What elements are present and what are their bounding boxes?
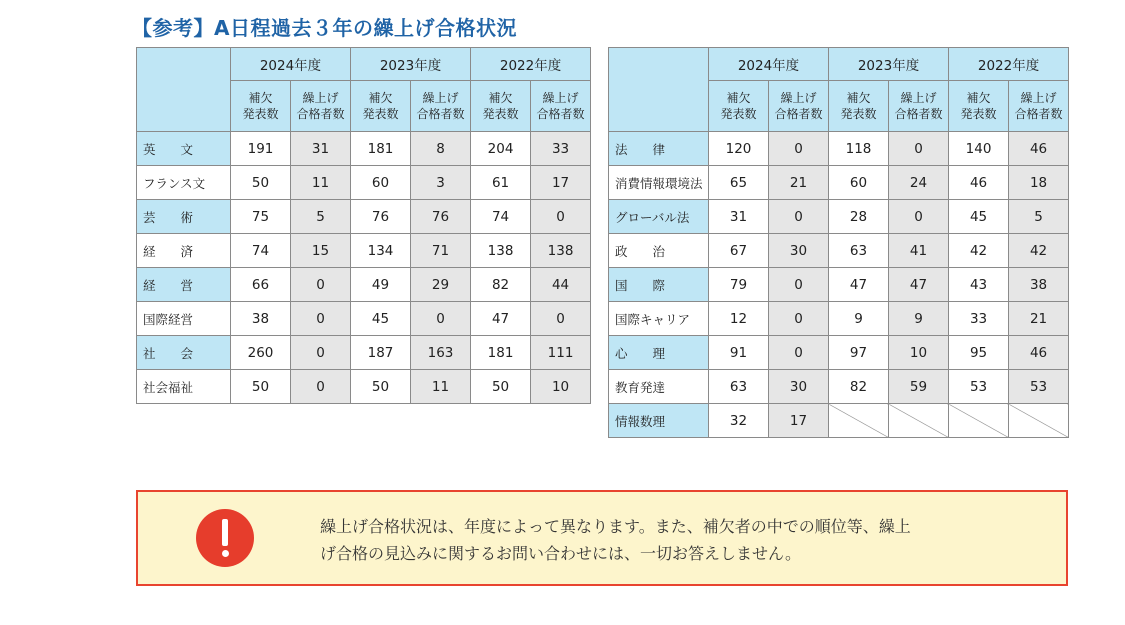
data-cell: 17 bbox=[769, 404, 829, 438]
data-cell: 42 bbox=[1009, 234, 1069, 268]
data-cell: 140 bbox=[949, 132, 1009, 166]
data-cell: 30 bbox=[769, 234, 829, 268]
sub-header-kuriage bbox=[889, 81, 949, 132]
year-header: 2024年度 bbox=[231, 48, 351, 81]
data-cell: 38 bbox=[1009, 268, 1069, 302]
row-label: 社 会 bbox=[137, 336, 231, 370]
sub-header-text: 合格者数 bbox=[416, 107, 465, 121]
data-cell: 9 bbox=[829, 302, 889, 336]
data-cell: 8 bbox=[411, 132, 471, 166]
year-header: 2023年度 bbox=[829, 48, 949, 81]
data-cell: 45 bbox=[949, 200, 1009, 234]
data-cell: 191 bbox=[231, 132, 291, 166]
notice-box bbox=[136, 490, 1068, 586]
data-cell: 0 bbox=[531, 200, 591, 234]
sub-header-text: 繰上げ bbox=[780, 91, 817, 105]
data-cell: 59 bbox=[889, 370, 949, 404]
data-cell: 0 bbox=[291, 302, 351, 336]
data-cell: 204 bbox=[471, 132, 531, 166]
sub-header-text: 合格者数 bbox=[296, 107, 345, 121]
sub-header-text: 合格者数 bbox=[774, 107, 823, 121]
sub-header-text: 発表数 bbox=[482, 107, 519, 121]
data-cell: 50 bbox=[231, 166, 291, 200]
exclamation-icon bbox=[196, 509, 254, 567]
data-cell: 61 bbox=[471, 166, 531, 200]
year-header: 2022年度 bbox=[471, 48, 591, 81]
data-cell: 47 bbox=[471, 302, 531, 336]
data-cell: 31 bbox=[291, 132, 351, 166]
row-label: 政 治 bbox=[609, 234, 709, 268]
data-cell: 74 bbox=[231, 234, 291, 268]
year-header: 2022年度 bbox=[949, 48, 1069, 81]
data-cell: 33 bbox=[531, 132, 591, 166]
table-row bbox=[137, 370, 591, 404]
data-cell: 49 bbox=[351, 268, 411, 302]
notice-text bbox=[320, 513, 1040, 567]
data-cell: 32 bbox=[709, 404, 769, 438]
data-cell: 17 bbox=[531, 166, 591, 200]
data-cell: 28 bbox=[829, 200, 889, 234]
data-cell: 91 bbox=[709, 336, 769, 370]
data-cell: 46 bbox=[1009, 336, 1069, 370]
sub-header-hoketsu bbox=[231, 81, 291, 132]
data-cell: 111 bbox=[531, 336, 591, 370]
row-label: 国 際 bbox=[609, 268, 709, 302]
data-cell: 0 bbox=[291, 370, 351, 404]
data-cell: 118 bbox=[829, 132, 889, 166]
data-cell: 138 bbox=[531, 234, 591, 268]
sub-header-hoketsu bbox=[351, 81, 411, 132]
sub-header-text: 繰上げ bbox=[1020, 91, 1057, 105]
row-label: 心 理 bbox=[609, 336, 709, 370]
left-table bbox=[136, 47, 591, 404]
sub-header-hoketsu bbox=[829, 81, 889, 132]
data-cell: 163 bbox=[411, 336, 471, 370]
data-cell: 30 bbox=[769, 370, 829, 404]
data-cell: 42 bbox=[949, 234, 1009, 268]
sub-header-text: 繰上げ bbox=[542, 91, 579, 105]
data-cell: 60 bbox=[351, 166, 411, 200]
data-cell: 97 bbox=[829, 336, 889, 370]
sub-header-hoketsu bbox=[709, 81, 769, 132]
table-row bbox=[609, 336, 1069, 370]
table-corner bbox=[609, 48, 709, 132]
table-row bbox=[609, 234, 1069, 268]
sub-header-text: 補欠 bbox=[846, 91, 871, 105]
table-row bbox=[609, 200, 1069, 234]
sub-header-kuriage bbox=[1009, 81, 1069, 132]
data-cell: 46 bbox=[1009, 132, 1069, 166]
sub-header-text: 発表数 bbox=[840, 107, 877, 121]
data-cell: 63 bbox=[709, 370, 769, 404]
table-row bbox=[137, 132, 591, 166]
data-cell: 0 bbox=[411, 302, 471, 336]
data-cell: 12 bbox=[709, 302, 769, 336]
data-cell: 53 bbox=[1009, 370, 1069, 404]
data-cell: 50 bbox=[471, 370, 531, 404]
row-label: 経 済 bbox=[137, 234, 231, 268]
data-cell: 63 bbox=[829, 234, 889, 268]
data-cell: 65 bbox=[709, 166, 769, 200]
data-cell: 71 bbox=[411, 234, 471, 268]
sub-header-kuriage bbox=[411, 81, 471, 132]
data-cell: 66 bbox=[231, 268, 291, 302]
row-label: 法 律 bbox=[609, 132, 709, 166]
data-cell: 33 bbox=[949, 302, 1009, 336]
table-row bbox=[609, 268, 1069, 302]
data-cell: 47 bbox=[889, 268, 949, 302]
sub-header-kuriage bbox=[769, 81, 829, 132]
data-cell: 3 bbox=[411, 166, 471, 200]
data-cell: 5 bbox=[291, 200, 351, 234]
data-cell: 0 bbox=[889, 132, 949, 166]
row-label: フランス文 bbox=[137, 166, 231, 200]
sub-header-text: 発表数 bbox=[242, 107, 279, 121]
table-row bbox=[137, 200, 591, 234]
empty-cell bbox=[889, 404, 949, 438]
data-cell: 46 bbox=[949, 166, 1009, 200]
right-table bbox=[608, 47, 1069, 438]
data-cell: 134 bbox=[351, 234, 411, 268]
data-cell: 5 bbox=[1009, 200, 1069, 234]
table-row bbox=[137, 268, 591, 302]
data-cell: 47 bbox=[829, 268, 889, 302]
data-cell: 9 bbox=[889, 302, 949, 336]
sub-header-text: 繰上げ bbox=[302, 91, 339, 105]
sub-header-hoketsu bbox=[471, 81, 531, 132]
data-cell: 76 bbox=[351, 200, 411, 234]
data-cell: 0 bbox=[291, 268, 351, 302]
data-cell: 82 bbox=[829, 370, 889, 404]
sub-header-text: 合格者数 bbox=[1014, 107, 1063, 121]
data-cell: 53 bbox=[949, 370, 1009, 404]
row-label: グローバル法 bbox=[609, 200, 709, 234]
data-cell: 74 bbox=[471, 200, 531, 234]
sub-header-text: 繰上げ bbox=[422, 91, 459, 105]
data-cell: 10 bbox=[531, 370, 591, 404]
row-label: 社会福祉 bbox=[137, 370, 231, 404]
data-cell: 10 bbox=[889, 336, 949, 370]
year-header: 2024年度 bbox=[709, 48, 829, 81]
data-cell: 67 bbox=[709, 234, 769, 268]
data-cell: 11 bbox=[291, 166, 351, 200]
year-header: 2023年度 bbox=[351, 48, 471, 81]
data-cell: 138 bbox=[471, 234, 531, 268]
data-cell: 18 bbox=[1009, 166, 1069, 200]
data-cell: 50 bbox=[351, 370, 411, 404]
row-label: 芸 術 bbox=[137, 200, 231, 234]
sub-header-text: 補欠 bbox=[966, 91, 991, 105]
table-row bbox=[609, 166, 1069, 200]
sub-header-text: 補欠 bbox=[368, 91, 393, 105]
row-label: 情報数理 bbox=[609, 404, 709, 438]
sub-header-text: 補欠 bbox=[248, 91, 273, 105]
sub-header-text: 発表数 bbox=[960, 107, 997, 121]
page-title: 【参考】A日程過去３年の繰上げ合格状況 bbox=[132, 16, 517, 40]
data-cell: 60 bbox=[829, 166, 889, 200]
data-cell: 43 bbox=[949, 268, 1009, 302]
data-cell: 50 bbox=[231, 370, 291, 404]
empty-cell bbox=[949, 404, 1009, 438]
table-row bbox=[137, 166, 591, 200]
table-row bbox=[609, 302, 1069, 336]
data-cell: 75 bbox=[231, 200, 291, 234]
data-cell: 0 bbox=[531, 302, 591, 336]
data-cell: 0 bbox=[291, 336, 351, 370]
sub-header-kuriage bbox=[291, 81, 351, 132]
data-cell: 0 bbox=[769, 200, 829, 234]
empty-cell bbox=[829, 404, 889, 438]
data-cell: 181 bbox=[471, 336, 531, 370]
row-label: 国際キャリア bbox=[609, 302, 709, 336]
sub-header-hoketsu bbox=[949, 81, 1009, 132]
row-label: 国際経営 bbox=[137, 302, 231, 336]
data-cell: 11 bbox=[411, 370, 471, 404]
data-cell: 41 bbox=[889, 234, 949, 268]
sub-header-text: 繰上げ bbox=[900, 91, 937, 105]
table-row bbox=[609, 370, 1069, 404]
row-label: 英 文 bbox=[137, 132, 231, 166]
data-cell: 260 bbox=[231, 336, 291, 370]
data-cell: 82 bbox=[471, 268, 531, 302]
data-cell: 15 bbox=[291, 234, 351, 268]
data-cell: 45 bbox=[351, 302, 411, 336]
data-cell: 24 bbox=[889, 166, 949, 200]
row-label: 教育発達 bbox=[609, 370, 709, 404]
notice-line: げ合格の見込みに関するお問い合わせには、一切お答えしません。 bbox=[320, 544, 801, 563]
sub-header-text: 合格者数 bbox=[894, 107, 943, 121]
data-cell: 0 bbox=[769, 302, 829, 336]
table-corner bbox=[137, 48, 231, 132]
sub-header-text: 補欠 bbox=[726, 91, 751, 105]
data-cell: 0 bbox=[889, 200, 949, 234]
data-cell: 0 bbox=[769, 336, 829, 370]
empty-cell bbox=[1009, 404, 1069, 438]
notice-line: 繰上げ合格状況は、年度によって異なります。また、補欠者の中での順位等、繰上 bbox=[320, 517, 911, 536]
data-cell: 0 bbox=[769, 268, 829, 302]
data-cell: 0 bbox=[769, 132, 829, 166]
table-row bbox=[137, 302, 591, 336]
table-row bbox=[609, 132, 1069, 166]
sub-header-text: 発表数 bbox=[362, 107, 399, 121]
table-row bbox=[609, 404, 1069, 438]
data-cell: 79 bbox=[709, 268, 769, 302]
data-cell: 44 bbox=[531, 268, 591, 302]
data-cell: 38 bbox=[231, 302, 291, 336]
data-cell: 120 bbox=[709, 132, 769, 166]
data-cell: 21 bbox=[769, 166, 829, 200]
row-label: 経 営 bbox=[137, 268, 231, 302]
sub-header-text: 補欠 bbox=[488, 91, 513, 105]
data-cell: 95 bbox=[949, 336, 1009, 370]
data-cell: 21 bbox=[1009, 302, 1069, 336]
data-cell: 181 bbox=[351, 132, 411, 166]
table-row bbox=[137, 336, 591, 370]
table-row bbox=[137, 234, 591, 268]
sub-header-kuriage bbox=[531, 81, 591, 132]
data-cell: 76 bbox=[411, 200, 471, 234]
data-cell: 187 bbox=[351, 336, 411, 370]
row-label: 消費情報環境法 bbox=[609, 166, 709, 200]
sub-header-text: 合格者数 bbox=[536, 107, 585, 121]
data-cell: 31 bbox=[709, 200, 769, 234]
data-cell: 29 bbox=[411, 268, 471, 302]
sub-header-text: 発表数 bbox=[720, 107, 757, 121]
